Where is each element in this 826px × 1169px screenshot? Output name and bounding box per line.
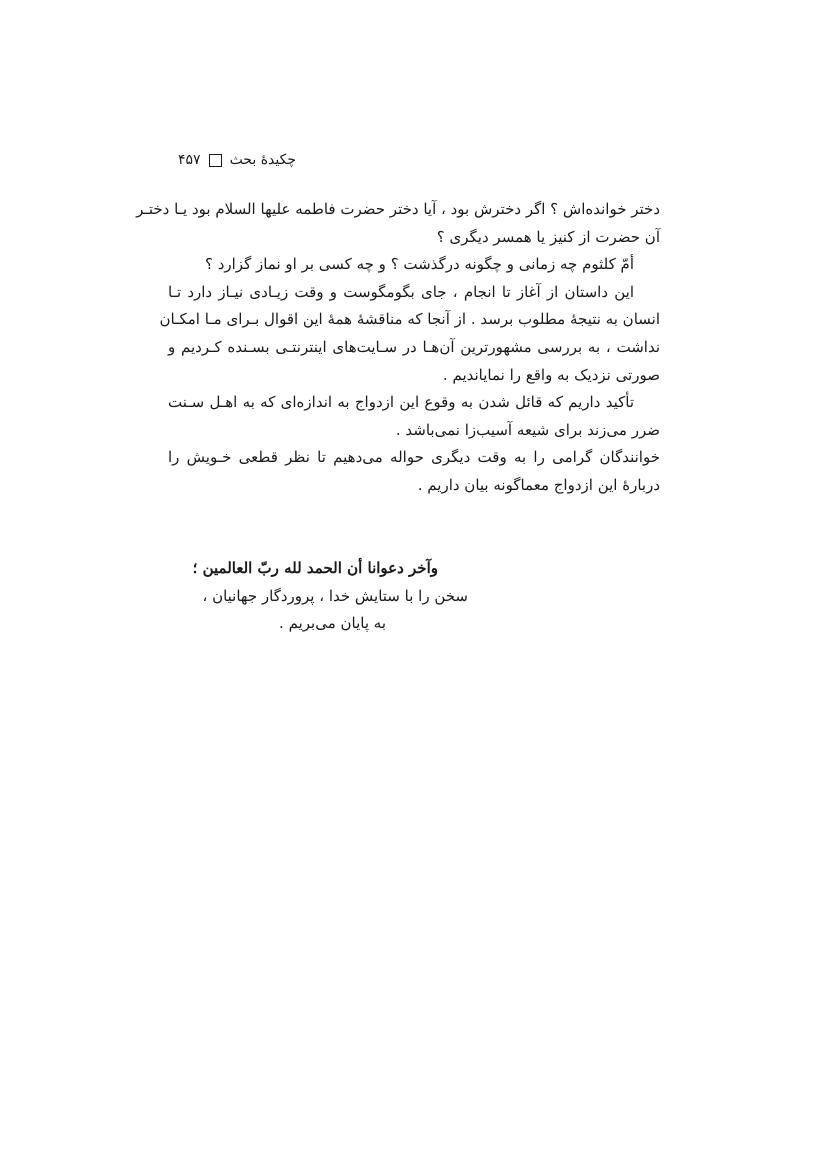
- text-line: دربارهٔ این ازدواج معماگونه بیان داریم .: [417, 475, 660, 494]
- text-line: دختر خوانده‌اش ؟ اگر دخترش بود ، آیا دختر حضرت فاطمه علیها السلام بود یـا دختـر: [136, 200, 660, 218]
- text-line: ضرر می‌زند برای شیعه آسیب‌زا نمی‌باشد .: [395, 420, 660, 439]
- text-line: صورتی نزدیک به واقع را نمایاندیم .: [442, 365, 660, 384]
- text-line: نداشت ، به بررسی مشهورترین آن‌هـا در سـایت‌های اینترنتـی بسـنده کـردیم و: [168, 337, 660, 356]
- text-line: انسان به نتیجهٔ مطلوب برسد . از آنجا که مناقشهٔ همهٔ این اقوال بـرای مـا امکـان: [159, 310, 660, 329]
- closing-persian-line: سخن را با ستایش خدا ، پروردگار جهانیان ،: [202, 586, 468, 605]
- text-line: خوانندگان گرامی را به وقت دیگری حواله می‌دهیم تا نظر قطعی خـویش را: [168, 448, 660, 467]
- text-line: تأکید داریم که قائل شدن به وقوع این ازدواج به اندازه‌ای که به اهـل سـنت: [168, 393, 634, 412]
- page-header: [156, 148, 296, 172]
- page-number: ۴۵۷: [178, 152, 201, 168]
- closing-persian-line: به پایان می‌بریم .: [279, 614, 386, 633]
- text-line: این داستان از آغاز تا انجام ، جای بگومگوست و وقت زیـادی نیـاز دارد تـا: [168, 282, 634, 301]
- closing-prayer: [168, 555, 468, 638]
- text-line: آن حضرت از کنیز یا همسر دیگری ؟: [436, 227, 660, 246]
- closing-arabic-line: وآخر دعوانا أن الحمد لله ربّ العالمین ؛: [192, 559, 438, 577]
- square-ornament-icon: [209, 154, 222, 167]
- body-text: [136, 196, 660, 500]
- running-title: چکیدهٔ بحث: [229, 152, 296, 168]
- text-line: أمّ کلثوم چه زمانی و چگونه درگذشت ؟ و چه کسی بر او نماز گزارد ؟: [204, 255, 634, 274]
